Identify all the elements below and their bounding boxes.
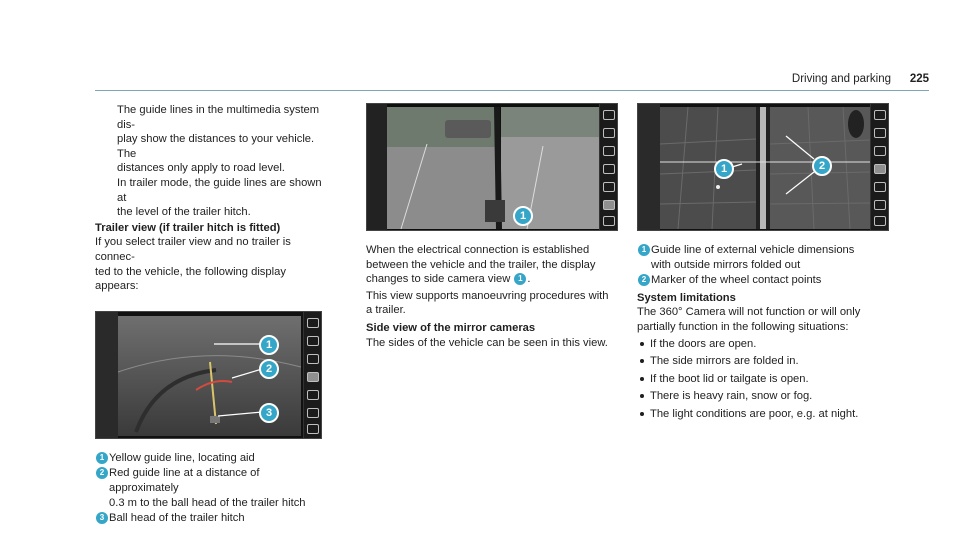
camera-icon[interactable] [307, 318, 319, 328]
legend-item [95, 511, 327, 526]
system-limitations-heading: System limitations [637, 291, 736, 304]
car-front-icon[interactable] [307, 336, 319, 346]
body-line: The 360° Camera will not function or will only [637, 306, 861, 319]
body-line: between the vehicle and the trailer, the display [366, 258, 596, 271]
legend-item [637, 273, 889, 288]
legend-number: 1 [638, 244, 650, 256]
car-top-icon[interactable] [874, 146, 886, 156]
car-top-icon[interactable] [603, 146, 615, 156]
mirror-camera-image [638, 104, 889, 231]
car-rear-icon[interactable] [307, 390, 319, 400]
legend-text: Red guide line at a distance of approximately [109, 467, 260, 494]
trailer-view-icon[interactable] [603, 164, 615, 174]
car-rear-icon[interactable] [874, 182, 886, 192]
camera-icon[interactable] [603, 110, 615, 120]
legend-number: 3 [96, 512, 108, 524]
inline-callout: 1 [514, 273, 526, 285]
intro-line: the level of the trailer hitch. [117, 206, 251, 219]
callout-1: 1 [513, 206, 533, 226]
limitations-list [637, 337, 889, 422]
side-camera-figure [366, 103, 618, 231]
header-rule [95, 90, 929, 91]
trailer-text-line: If you select trailer view and no trailer is connec- [95, 236, 291, 263]
car-rear-icon[interactable] [603, 182, 615, 192]
body-line [366, 272, 618, 287]
legend-text: Yellow guide line, locating aid [109, 451, 255, 464]
figure-3-legend [637, 243, 889, 288]
body-line: This view supports manoeuvring procedures with [366, 289, 609, 302]
legend-text: with outside mirrors folded out [651, 258, 801, 271]
page-header [754, 72, 929, 88]
legend-item [95, 451, 327, 466]
rear-camera-image [96, 312, 322, 439]
side-view-icon[interactable] [603, 200, 615, 210]
legend-item [637, 243, 889, 272]
camera-icon[interactable] [874, 110, 886, 120]
callout-3: 3 [259, 403, 279, 423]
legend-number: 1 [96, 452, 108, 464]
legend-text: Ball head of the trailer hitch [109, 512, 245, 525]
list-item: The side mirrors are folded in. [637, 354, 889, 369]
figure-1-legend [95, 451, 327, 526]
intro-text [95, 103, 327, 220]
list-item: If the boot lid or tailgate is open. [637, 372, 889, 387]
list-item: If the doors are open. [637, 337, 889, 352]
car-top-icon[interactable] [307, 354, 319, 364]
trailer-text-line: ted to the vehicle, the following display appears: [95, 265, 286, 293]
intro-line: play show the distances to your vehicle. The [117, 133, 315, 160]
legend-text: Guide line of external vehicle dimensions [651, 244, 855, 256]
mirror-camera-figure [637, 103, 889, 231]
column-2 [366, 103, 618, 350]
car-front-icon[interactable] [603, 128, 615, 138]
car-front-icon[interactable] [874, 128, 886, 138]
settings-icon[interactable] [307, 424, 319, 434]
body-line: When the electrical connection is established [366, 244, 590, 256]
camera-menu-strip [870, 104, 888, 230]
side-view-icon[interactable] [307, 408, 319, 418]
intro-line: In trailer mode, the guide lines are shown at [117, 176, 322, 204]
settings-icon[interactable] [874, 216, 886, 226]
legend-number: 2 [638, 274, 650, 286]
period: . [527, 273, 531, 286]
list-item: There is heavy rain, snow or fog. [637, 389, 889, 404]
callout-2: 2 [259, 359, 279, 379]
callout-1: 1 [714, 159, 734, 179]
legend-text: Marker of the wheel contact points [651, 274, 822, 287]
legend-item [95, 466, 327, 510]
list-item: The light conditions are poor, e.g. at night. [637, 407, 889, 422]
legend-text: 0.3 m to the ball head of the trailer hitch [109, 496, 306, 509]
body-line: partially function in the following situations: [637, 320, 849, 333]
side-camera-text [366, 243, 618, 350]
mirror-cameras-heading: Side view of the mirror cameras [366, 321, 536, 334]
intro-line: The guide lines in the multimedia system dis- [117, 104, 320, 131]
section-title: Driving and parking [791, 73, 891, 85]
column-1 [95, 103, 327, 527]
camera-menu-strip [303, 312, 321, 438]
trailer-view-icon[interactable] [307, 372, 319, 382]
body-text: changes to side camera view [366, 273, 511, 286]
callout-1: 1 [259, 335, 279, 355]
legend-number: 2 [96, 467, 108, 479]
body-line: The sides of the vehicle can be seen in this view. [366, 336, 608, 349]
trailer-view-heading: Trailer view (if trailer hitch is fitted) [95, 221, 281, 234]
callout-2: 2 [812, 156, 832, 176]
trailer-view-figure [95, 311, 322, 439]
column-3 [637, 103, 889, 425]
side-camera-image [367, 104, 618, 231]
settings-icon[interactable] [603, 216, 615, 226]
page-number: 225 [909, 73, 929, 85]
body-line: a trailer. [366, 304, 406, 317]
camera-menu-strip [599, 104, 617, 230]
mirror-view-icon[interactable] [874, 164, 886, 174]
intro-line: distances only apply to road level. [117, 162, 285, 175]
side-view-icon[interactable] [874, 200, 886, 210]
